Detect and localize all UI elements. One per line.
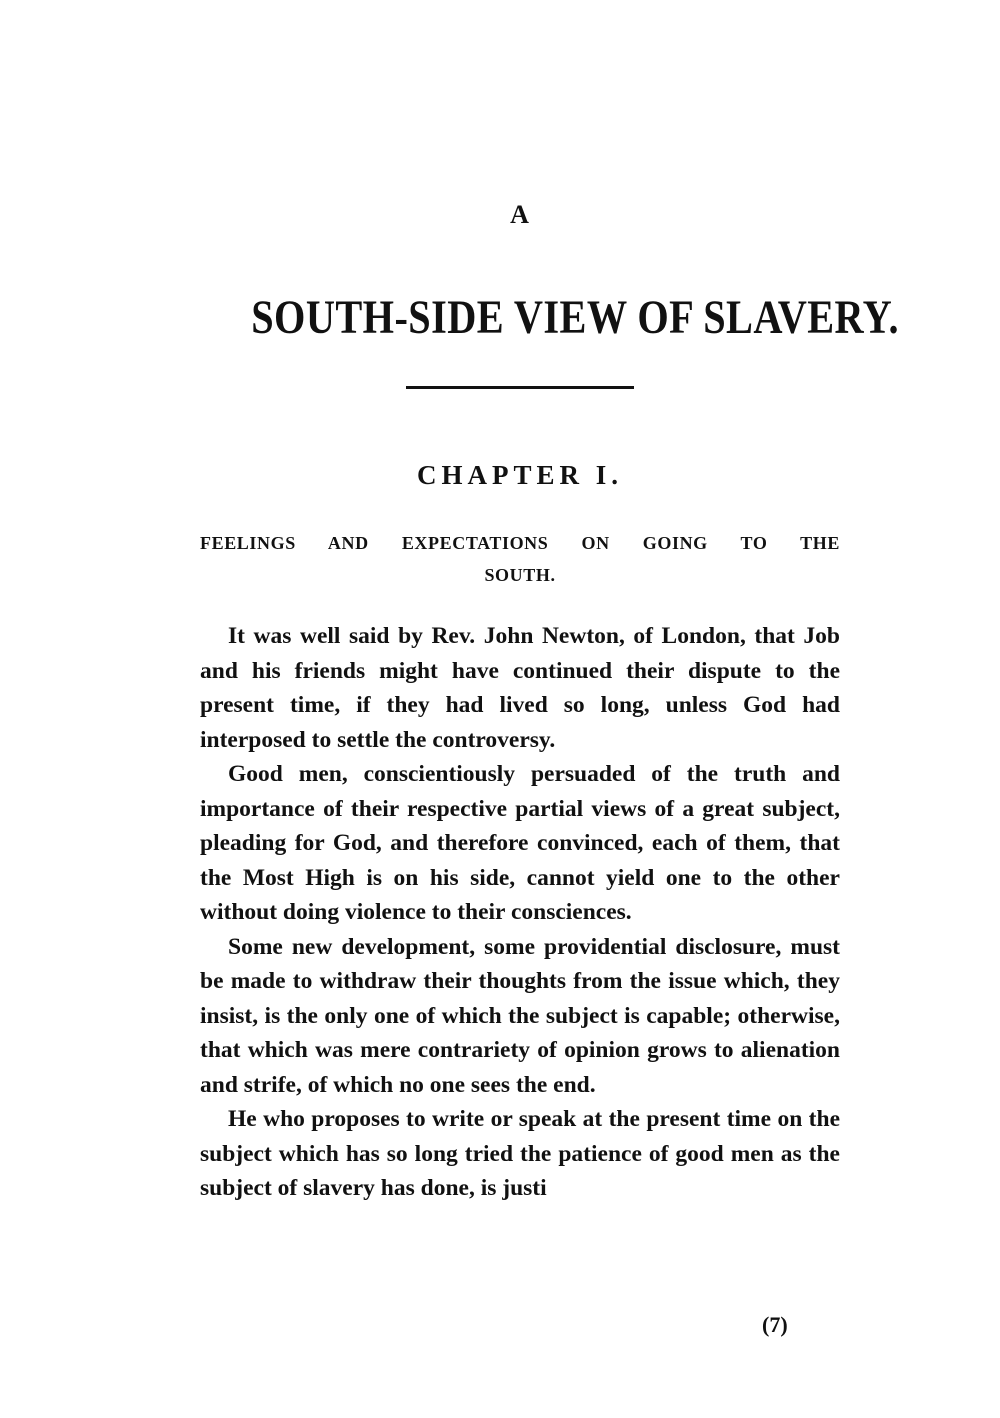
chapter-subtitle-line-1: FEELINGS AND EXPECTATIONS ON GOING TO THE — [200, 533, 840, 553]
book-title: SOUTH-SIDE VIEW OF SLAVERY. — [251, 291, 899, 344]
chapter-subtitle — [200, 527, 840, 591]
chapter-subtitle-line-2: SOUTH. — [484, 565, 556, 585]
title-article: A — [510, 200, 530, 229]
paragraph-1: It was well said by Rev. John Newton, of London, that Job and his friends might have continued their dispute to the present time, if they had lived so long, unless God had interposed to settle the controversy. — [200, 623, 840, 753]
paragraph-2: Good men, conscientiously persuaded of the truth and importance of their respective partial views of a great subject, pleading for God, and therefore convinced, each of them, that the Most High is on his side, cannot yield one to the other without doing violence to their consciences. — [200, 761, 840, 925]
page-number: (7) — [762, 1312, 788, 1337]
title-divider — [406, 386, 634, 389]
paragraph-4: He who proposes to write or speak at the present time on the subject which has so long tried the patience of good men as the subject of slavery has done, is justi — [200, 1106, 840, 1201]
chapter-heading: CHAPTER I. — [416, 460, 623, 490]
page-content — [200, 200, 899, 1206]
paragraph-3: Some new development, some providential disclosure, must be made to withdraw their thoughts from the issue which, they insist, is the only one of which the subject is capable; otherwise, that which was mere contrariety of opinion grows to alienation and strife, of which no one sees the end. — [200, 933, 840, 1098]
